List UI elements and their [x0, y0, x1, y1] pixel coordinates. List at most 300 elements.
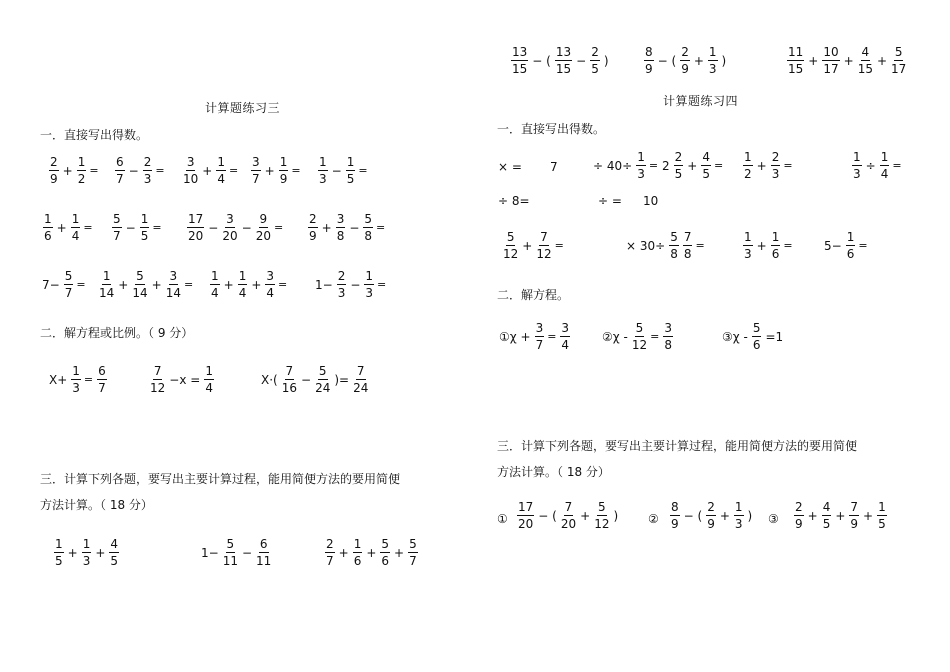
fraction: [256, 213, 271, 242]
denominator: 14: [132, 286, 148, 300]
numerator: 3: [561, 321, 570, 335]
left-expr: [40, 270, 88, 299]
fraction: [43, 213, 53, 242]
operator: −: [331, 163, 342, 178]
left-section-2-heading: 二．解方程或比例。（ 9 分）: [40, 326, 194, 340]
operator: −: [350, 277, 361, 292]
fraction: [353, 538, 363, 567]
numerator: 1: [319, 155, 327, 169]
expression-text: −x =: [169, 372, 201, 387]
operator: =: [358, 164, 368, 177]
denominator: 12: [150, 381, 166, 395]
numerator: 5: [635, 321, 644, 335]
denominator: 7: [116, 172, 124, 186]
numerator: 17: [188, 212, 204, 226]
operator: ÷: [865, 158, 876, 173]
denominator: 7: [113, 229, 121, 243]
left-expr: [249, 156, 303, 185]
fraction: [674, 151, 684, 180]
numerator: 1: [211, 269, 219, 283]
denominator: 17: [891, 62, 907, 76]
numerator: 3: [266, 269, 275, 283]
fraction: [49, 156, 59, 185]
denominator: 11: [222, 554, 238, 568]
expression-text: ③χ -: [722, 329, 748, 344]
numerator: 2: [50, 155, 58, 169]
right-expr: [720, 322, 785, 351]
numerator: 6: [116, 155, 124, 169]
denominator: 2: [77, 172, 86, 186]
left-expr: [47, 156, 101, 185]
fraction: [143, 156, 153, 185]
denominator: 4: [266, 286, 275, 300]
right-expr: [822, 231, 870, 260]
left-section-1-heading: 一．直接写出得数。: [40, 128, 149, 142]
fraction: [517, 501, 534, 530]
numerator: 1: [238, 269, 247, 283]
operator: +: [366, 545, 377, 560]
fraction: [503, 231, 518, 260]
fraction: [279, 156, 289, 185]
fraction: [54, 538, 64, 567]
denominator: 5: [346, 172, 355, 186]
denominator: 10: [183, 172, 199, 186]
numerator: 5: [409, 537, 417, 551]
numerator: 3: [226, 212, 234, 226]
numerator: 1: [744, 230, 752, 244]
circled-two: ②: [648, 512, 659, 526]
numerator: 7: [850, 500, 859, 514]
operator: +: [719, 508, 730, 523]
numerator: 3: [336, 212, 345, 226]
operator: +: [264, 163, 275, 178]
denominator: 8: [664, 338, 672, 352]
denominator: 8: [683, 247, 692, 261]
denominator: 12: [631, 338, 648, 352]
operator: =: [713, 159, 724, 172]
operator: =: [376, 221, 386, 234]
fraction: [408, 538, 418, 567]
fraction: [64, 270, 74, 299]
operator: −: [576, 53, 587, 68]
operator: −: [128, 163, 139, 178]
right-expr: [642, 46, 728, 75]
numerator: 3: [252, 155, 260, 169]
numerator: 7: [356, 364, 365, 378]
numerator: 1: [55, 537, 63, 551]
operator: −: [125, 220, 136, 235]
left-expr: [259, 365, 370, 394]
fraction: [132, 270, 147, 299]
right-expr: [515, 501, 620, 530]
fraction: [852, 151, 862, 180]
fraction: [363, 213, 373, 242]
numerator: 5: [598, 500, 606, 514]
expression-text: ): [721, 53, 727, 68]
fraction: [77, 156, 87, 185]
right-expr: [600, 322, 675, 351]
expression-text: ②χ -: [602, 329, 628, 344]
numerator: 1: [71, 212, 80, 226]
numerator: 1: [102, 269, 111, 283]
expression-text: 1−: [201, 545, 219, 560]
right-expr: [501, 231, 566, 260]
denominator: 3: [365, 286, 374, 300]
denominator: 15: [788, 62, 804, 76]
denominator: 20: [188, 229, 204, 243]
operator: −: [241, 220, 252, 235]
denominator: 6: [353, 554, 362, 568]
denominator: 15: [555, 62, 572, 76]
numerator: 11: [788, 45, 804, 59]
numerator: 5: [752, 321, 761, 335]
numerator: 3: [535, 321, 544, 335]
numerator: 7: [153, 364, 162, 378]
fraction: [140, 213, 150, 242]
fraction: [166, 270, 181, 299]
denominator: 8: [670, 247, 678, 261]
denominator: 3: [319, 172, 327, 186]
left-section-3-heading-line1: 三．计算下列各题，要写出主要计算过程，能用简便方法的要用简便: [40, 472, 401, 486]
operator: +: [687, 158, 698, 173]
numerator: 8: [671, 500, 679, 514]
expression-text: − (: [657, 53, 677, 68]
operator: +: [580, 508, 591, 523]
denominator: 9: [795, 517, 803, 531]
left-expr: [306, 213, 387, 242]
denominator: 11: [256, 554, 272, 568]
fraction: [794, 501, 804, 530]
operator: +: [835, 508, 846, 523]
left-expr: [97, 270, 195, 299]
operator: +: [338, 545, 349, 560]
numerator: 3: [169, 269, 178, 283]
fraction: [846, 231, 856, 260]
denominator: 3: [771, 167, 780, 181]
numerator: 9: [259, 212, 268, 226]
denominator: 3: [143, 172, 152, 186]
operator: −: [301, 372, 312, 387]
fraction: [752, 322, 762, 351]
operator: +: [808, 53, 819, 68]
expression-text: 7−: [42, 277, 60, 292]
operator: +: [62, 163, 73, 178]
numerator: 1: [734, 500, 743, 514]
denominator: 7: [535, 338, 544, 352]
numerator: 5: [381, 537, 390, 551]
operator: +: [756, 158, 767, 173]
denominator: 17: [823, 62, 839, 76]
numerator: 17: [518, 500, 534, 514]
fraction: [109, 538, 119, 567]
denominator: 3: [337, 286, 346, 300]
expression-text: − (: [683, 508, 703, 523]
fraction: [594, 501, 609, 530]
denominator: 5: [822, 517, 831, 531]
fraction: [71, 213, 81, 242]
numerator: 1: [346, 155, 355, 169]
denominator: 4: [71, 229, 80, 243]
denominator: 5: [702, 167, 710, 181]
numerator: 1: [44, 212, 52, 226]
left-expr: [316, 156, 370, 185]
numerator: 5: [113, 212, 121, 226]
fraction: [891, 46, 906, 75]
operator: +: [118, 277, 129, 292]
numerator: 7: [683, 230, 692, 244]
fraction: [708, 46, 718, 75]
denominator: 9: [279, 172, 288, 186]
denominator: 9: [309, 229, 317, 243]
denominator: 5: [878, 517, 886, 531]
fraction: [636, 151, 646, 180]
denominator: 9: [645, 62, 653, 76]
right-expr: [668, 501, 754, 530]
numerator: 4: [861, 45, 870, 59]
expression-text: ): [747, 508, 753, 523]
numerator: 1: [708, 45, 717, 59]
expression-text: − (: [538, 508, 557, 523]
left-expr: [41, 213, 95, 242]
numerator: 1: [637, 150, 645, 164]
operator: +: [151, 277, 162, 292]
fraction: [99, 270, 114, 299]
expression-text: × 30÷: [626, 238, 666, 253]
denominator: 6: [44, 229, 52, 243]
fraction: [877, 501, 887, 530]
operator: +: [321, 220, 332, 235]
numerator: 1: [72, 364, 80, 378]
numerator: 5: [894, 45, 903, 59]
left-expr: [208, 270, 289, 299]
numerator: 1: [878, 500, 886, 514]
denominator: 24: [315, 381, 331, 395]
operator: +: [223, 277, 234, 292]
fraction: [150, 365, 165, 394]
fraction: [561, 501, 576, 530]
numerator: 1: [365, 269, 374, 283]
denominator: 9: [671, 517, 679, 531]
fraction: [734, 501, 744, 530]
denominator: 6: [846, 247, 855, 261]
left-expr: [323, 538, 420, 567]
numerator: 13: [512, 45, 528, 59]
expression-text: X·(: [261, 372, 278, 387]
operator: +: [693, 53, 704, 68]
right-expr: [741, 231, 795, 260]
denominator: 5: [140, 229, 149, 243]
fraction: [251, 156, 261, 185]
operator: +: [863, 508, 874, 523]
numerator: 1: [880, 150, 889, 164]
operator: +: [95, 545, 106, 560]
denominator: 20: [255, 229, 271, 243]
denominator: 9: [681, 62, 689, 76]
operator: =: [83, 373, 94, 386]
right-expr: [792, 501, 889, 530]
expression-text: 1−: [315, 277, 333, 292]
numerator: 1: [846, 230, 855, 244]
numerator: 4: [110, 537, 119, 551]
circled-three: ③: [768, 512, 779, 526]
fraction: [590, 46, 600, 75]
fraction: [743, 151, 753, 180]
fraction: [115, 156, 125, 185]
fraction: [743, 231, 753, 260]
denominator: 2: [744, 167, 752, 181]
right-expr: [591, 151, 660, 180]
left-expr: [185, 213, 285, 242]
seven-text: 7: [550, 160, 558, 174]
numerator: 4: [702, 150, 710, 164]
denominator: 20: [560, 517, 577, 531]
operator: +: [202, 163, 213, 178]
fraction: [223, 538, 238, 567]
fraction: [337, 270, 347, 299]
operator: −: [208, 220, 219, 235]
denominator: 3: [853, 167, 861, 181]
left-page-title: 计算题练习三: [205, 101, 281, 115]
operator: +: [756, 238, 767, 253]
divide-equals-text: ÷ =: [598, 194, 622, 208]
left-expr: [313, 270, 388, 299]
denominator: 6: [771, 247, 780, 261]
denominator: 4: [217, 172, 225, 186]
fraction: [282, 365, 297, 394]
operator: −: [241, 545, 253, 560]
fraction: [216, 156, 226, 185]
fraction: [701, 151, 711, 180]
fraction: [315, 365, 330, 394]
right-section-2-heading: 二．解方程。: [497, 288, 570, 302]
operator: +: [522, 238, 533, 253]
left-expr: [47, 365, 109, 394]
expression-text: 2: [662, 158, 670, 173]
right-expr: [741, 151, 795, 180]
left-expr: [199, 538, 273, 567]
denominator: 7: [64, 286, 73, 300]
right-page-title: 计算题练习四: [663, 94, 739, 108]
operator: +: [876, 53, 888, 68]
numerator: 5: [136, 269, 144, 283]
operator: +: [843, 53, 854, 68]
right-section-3-heading-line1: 三．计算下列各题，要写出主要计算过程，能用简便方法的要用简便: [497, 439, 858, 453]
numerator: 2: [143, 155, 152, 169]
expression-text: X+: [49, 372, 68, 387]
fraction: [683, 231, 693, 260]
fraction: [669, 231, 679, 260]
numerator: 10: [823, 45, 839, 59]
denominator: 8: [336, 229, 345, 243]
expression-text: )=: [334, 372, 350, 387]
operator: =: [650, 330, 660, 343]
ten-text: 10: [643, 194, 659, 208]
divide-eight-text: ÷ 8=: [498, 194, 530, 208]
right-section-3-heading-line2: 方法计算。（ 18 分）: [497, 465, 610, 479]
operator: −: [349, 220, 360, 235]
fraction: [308, 213, 318, 242]
denominator: 7: [409, 554, 417, 568]
fraction: [880, 151, 890, 180]
left-expr: [52, 538, 121, 567]
fraction: [822, 46, 839, 75]
denominator: 14: [99, 286, 115, 300]
denominator: 20: [222, 229, 238, 243]
fraction: [336, 213, 346, 242]
denominator: 7: [326, 554, 334, 568]
fraction: [536, 231, 551, 260]
numerator: 1: [353, 537, 362, 551]
numerator: 7: [564, 500, 573, 514]
right-expr: [497, 322, 572, 351]
fraction: [380, 538, 390, 567]
fraction: [204, 365, 214, 394]
fraction: [555, 46, 572, 75]
left-section-3-heading-line2: 方法计算。（ 18 分）: [40, 498, 153, 512]
operator: =: [377, 278, 387, 291]
fraction: [187, 213, 204, 242]
denominator: 9: [707, 517, 715, 531]
operator: =: [183, 278, 194, 291]
fraction: [364, 270, 374, 299]
expression-text: ): [603, 53, 609, 68]
denominator: 15: [512, 62, 528, 76]
denominator: 4: [561, 338, 570, 352]
operator: =: [83, 221, 93, 234]
fraction: [822, 501, 832, 530]
fraction: [318, 156, 328, 185]
operator: =: [152, 221, 162, 234]
numerator: 3: [186, 155, 195, 169]
numerator: 2: [309, 212, 317, 226]
denominator: 12: [594, 517, 610, 531]
operator: =: [858, 239, 868, 252]
left-expr: [148, 365, 216, 394]
expression-text: ÷ 40÷: [593, 158, 633, 173]
expression-text: ): [613, 508, 619, 523]
fraction: [82, 538, 92, 567]
numerator: 5: [364, 212, 373, 226]
fraction: [511, 46, 528, 75]
times-equals-text: × =: [498, 160, 522, 174]
right-section-1-heading: 一．直接写出得数。: [497, 122, 606, 136]
denominator: 3: [72, 381, 80, 395]
numerator: 1: [205, 364, 213, 378]
fraction: [256, 538, 271, 567]
fraction: [706, 501, 716, 530]
numerator: 2: [591, 45, 599, 59]
operator: =: [695, 239, 705, 252]
denominator: 6: [381, 554, 390, 568]
right-expr: [850, 151, 904, 180]
operator: =: [547, 330, 557, 343]
fraction: [112, 213, 122, 242]
numerator: 1: [853, 150, 861, 164]
fraction: [858, 46, 873, 75]
operator: =: [648, 159, 659, 172]
operator: +: [807, 508, 818, 523]
operator: =: [554, 239, 564, 252]
fraction: [265, 270, 275, 299]
denominator: 3: [744, 247, 752, 261]
expression-text: − (: [532, 53, 551, 68]
denominator: 24: [353, 381, 369, 395]
fraction: [787, 46, 804, 75]
fraction: [238, 270, 248, 299]
operator: =: [273, 221, 284, 234]
numerator: 2: [795, 500, 803, 514]
operator: =: [278, 278, 288, 291]
